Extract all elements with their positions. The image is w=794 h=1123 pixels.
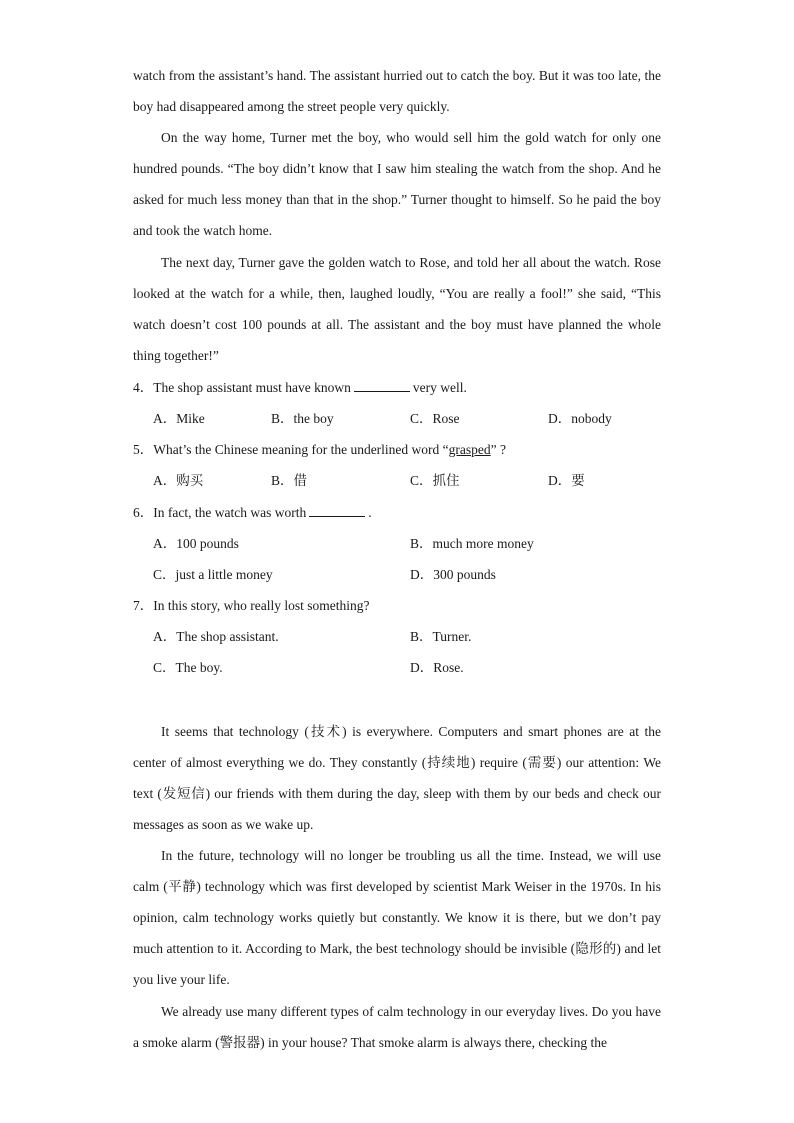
q6-option-b[interactable]: B．much more money bbox=[410, 536, 534, 551]
q5-option-a[interactable]: A．购买 bbox=[153, 473, 204, 488]
question-5-text: 5．What’s the Chinese meaning for the underlined word “ bbox=[133, 442, 449, 457]
answer-blank bbox=[309, 504, 365, 517]
underlined-word: grasped bbox=[448, 442, 491, 457]
q6-option-c[interactable]: C．just a little money bbox=[153, 567, 273, 582]
q6-option-a[interactable]: A．100 pounds bbox=[153, 536, 239, 551]
question-4-text: 4．The shop assistant must have known bbox=[133, 380, 351, 395]
question-5 bbox=[133, 440, 506, 460]
q5-option-d[interactable]: D．要 bbox=[548, 473, 585, 488]
paragraph-everyday-calm-technology: We already use many different types of calm technology in our everyday lives. Do you have a smoke alarm (警报器) in your house? That smoke alarm is always there, checking the bbox=[133, 1004, 661, 1050]
paragraph-rose-laughs: The next day, Turner gave the golden watch to Rose, and told her all about the watch. Rose looked at the watch for a while, then, laughed loudly, “You are really a fool!” she said, “This watch doesn’t cost 100 pounds at all. The assistant and the boy must have planned the whole thing together!” bbox=[133, 255, 661, 363]
question-4-text-end: very well. bbox=[412, 380, 467, 395]
answer-blank bbox=[354, 379, 410, 392]
q7-option-a[interactable]: A．The shop assistant. bbox=[153, 629, 279, 644]
q4-option-b[interactable]: B．the boy bbox=[271, 411, 334, 426]
q4-option-a[interactable]: A．Mike bbox=[153, 411, 205, 426]
paragraph-turner-meets-boy: On the way home, Turner met the boy, who would sell him the gold watch for only one hundred pounds. “The boy didn’t know that I saw him stealing the watch from the shop. And he asked for much less money than that in the shop.” Turner thought to himself. So he paid the boy and took the watch home. bbox=[133, 130, 661, 238]
paragraph-technology-everywhere: It seems that technology (技术) is everywhere. Computers and smart phones are at the center of almost everything we do. They constantly (持续地) require (需要) our attention: We text (发短信) our friends with them during the day, sleep with them by our beds and check our messages as soon as we wake up. bbox=[133, 724, 661, 832]
question-6 bbox=[133, 503, 372, 523]
q5-option-c[interactable]: C．抓住 bbox=[410, 473, 460, 488]
q7-option-d[interactable]: D．Rose. bbox=[410, 660, 464, 675]
q4-option-c[interactable]: C．Rose bbox=[410, 411, 460, 426]
paragraph-calm-technology: In the future, technology will no longer be troubling us all the time. Instead, we will use calm (平静) technology which was first developed by scientist Mark Weiser in the 1970s. In his opinion, calm technology works quietly but constantly. We know it is there, but we don’t pay much attention to it. According to Mark, the best technology should be invisible (隐形的) and let you live your life. bbox=[133, 848, 661, 987]
question-5-text-end: ” ? bbox=[490, 442, 507, 457]
q7-option-c[interactable]: C．The boy. bbox=[153, 660, 223, 675]
question-6-text-end: . bbox=[368, 505, 372, 520]
q5-option-b[interactable]: B．借 bbox=[271, 473, 308, 488]
question-7: 7．In this story, who really lost something? bbox=[133, 598, 370, 613]
q7-option-b[interactable]: B．Turner. bbox=[410, 629, 472, 644]
q6-option-d[interactable]: D．300 pounds bbox=[410, 567, 496, 582]
question-4 bbox=[133, 378, 467, 398]
paragraph-watch-escape: watch from the assistant’s hand. The assistant hurried out to catch the boy. But it was too late, the boy had disappeared among the street people very quickly. bbox=[133, 68, 661, 114]
q4-option-d[interactable]: D．nobody bbox=[548, 411, 612, 426]
question-6-text: 6．In fact, the watch was worth bbox=[133, 505, 307, 520]
